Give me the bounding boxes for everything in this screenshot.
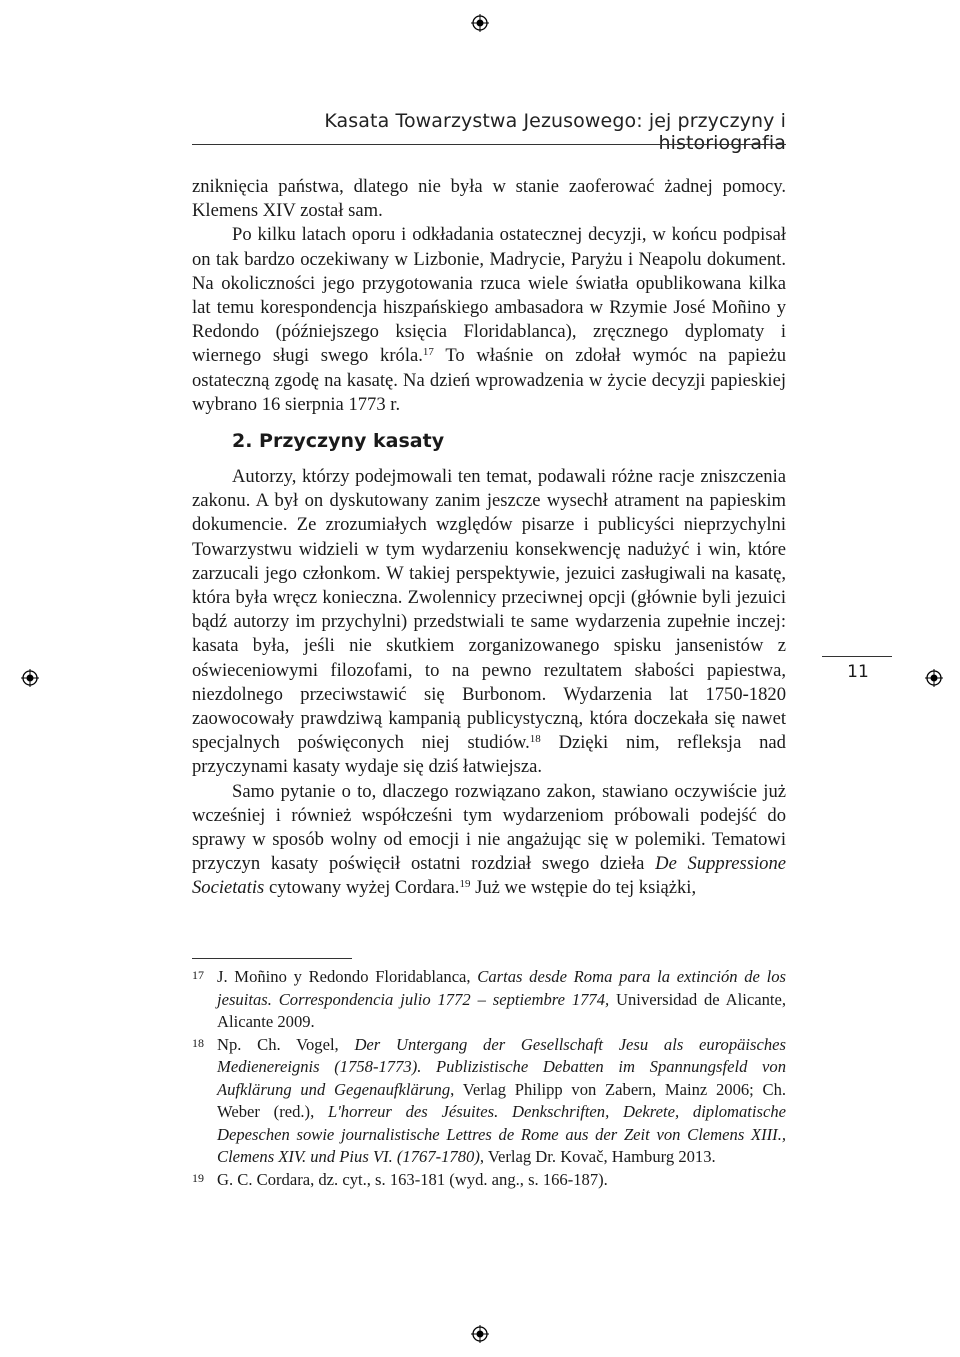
header-rule	[192, 144, 786, 145]
running-header: Kasata Towarzystwa Jezusowego: jej przyczyny i historiografia	[324, 110, 786, 154]
footnote-ref[interactable]: 19	[459, 878, 471, 891]
registration-mark-icon	[21, 669, 39, 687]
footnote	[192, 1034, 786, 1169]
registration-mark-icon	[471, 1325, 489, 1343]
footnote	[192, 1169, 786, 1192]
paragraph: Samo pytanie o to, dlaczego rozwiązano zakon, stawiano oczywiście już wcześniej i również współcześni tym wydarzeniom próbowali podejść do sprawy w sposób wolny od emocji i nie angażując się w polemiki. Tematowi przyczyn kasaty poświęcił ostatni rozdział swego dzieła De Suppressione Societatis cytowany wyżej Cordara.$^{19}$ Już we wstępie do tej książki,	[192, 780, 786, 899]
footnote-text: Np. Ch. Vogel, Der Untergang der Gesellschaft Jesu als europäisches Medienereignis (1758-1773). Publizistische Debatten im Spannungsfeld von Aufklärung und Gegenaufklärung, Verlag Philipp von Zabern, Mainz 2006; Ch. Weber (red.), L'horreur des Jésuites. Denkschriften, Dekrete, diplomatische Depeschen sowie journalistische Lettres de Rome aus der Zeit von Clemens XIII., Clemens XIV. und Pius VI. (1767-1780), Verlag Dr. Kovač, Hamburg 2013.	[217, 1034, 787, 1166]
paragraph: zniknięcia państwa, dlatego nie była w stanie zaoferować żadnej pomocy. Klemens XIV został sam.	[192, 176, 786, 222]
footnotes	[192, 966, 786, 1191]
paragraph: Autorzy, którzy podejmowali ten temat, podawali różne racje zniszczenia zakonu. A był on dyskutowany zanim jeszcze wysechł atrament na papieskim dokumencie. Ze zrozumiałych względów pisarze i publicyści nieprzychylni Towarzystwu widzieli w tym wydarzeniu konsekwencję nadużyć i win, które zarzucali jego członkom. W takiej perspektywie, jezuici zasługiwali na kasatę, która była wręcz konieczna. Zwolennicy przeciwnej opcji (głównie byli jezuici bądź autorzy im przychylni) przedstwiali te same wydarzenia zupełnie inczej: kasata była, jeśli nie skutkiem zorganizowanego spisku jansenistów z oświeceniowymi filozofami, to na pewno rezultatem słabości papiestwa, niezdolnego przeciwstawić się Burbonom. Wydarzenia lat 1750-1820 zaowocowały prawdziwą kampanią publicystyczną, która doczekała się nawet specjalnych poświęconych niej studiów.$^{18}$ Dzięki nim, refleksja nad przyczynami kasaty wydaje się dziś łatwiejsza.	[192, 466, 786, 778]
footnote-rule	[192, 958, 352, 959]
registration-mark-icon	[471, 14, 489, 32]
footnote-number: 18	[192, 1035, 204, 1050]
body-text	[192, 175, 786, 901]
paragraph: Po kilku latach oporu i odkładania ostatecznej decyzji, w końcu podpisał on tak bardzo oczekiwany w Lizbonie, Madrycie, Paryżu i Neapolu dokument. Na okoliczności jego przygotowania rzuca wiele światła opublikowana kilka lat temu korespondencja hiszpańskiego ambasadora w Rzymie José Moñino y Redondo (późniejszego księcia Floridablanca), zręcznego dyplomaty i wiernego sługi swego króla.$^{17}$ To właśnie on zdołał wymóc na papieżu ostateczną zgodę na kasatę. Na dzień wprowadzenia w życie decyzji papieskiej wybrano 16 sierpnia 1773 r.	[192, 224, 787, 415]
book-title: De Suppressione Societatis	[192, 853, 786, 899]
footnote-text: G. C. Cordara, dz. cyt., s. 163-181 (wyd. ang., s. 166-187).	[217, 1169, 608, 1189]
page-number: 11	[847, 662, 869, 682]
registration-mark-icon	[925, 669, 943, 687]
section-heading: 2. Przyczyny kasaty	[232, 430, 445, 453]
footnote-text: J. Moñino y Redondo Floridablanca, Cartas desde Roma para la extinción de los jesuitas. Correspondencia julio 1772 – septiembre 1774, Universidad de Alicante, Alicante 2009.	[217, 967, 786, 1031]
page-number-rule	[822, 656, 892, 657]
footnote-ref[interactable]: 18	[529, 733, 541, 746]
footnote-ref[interactable]: 17	[422, 346, 434, 359]
footnote-number: 17	[192, 968, 204, 982]
footnote	[192, 966, 786, 1034]
footnote-number: 19	[192, 1170, 204, 1185]
